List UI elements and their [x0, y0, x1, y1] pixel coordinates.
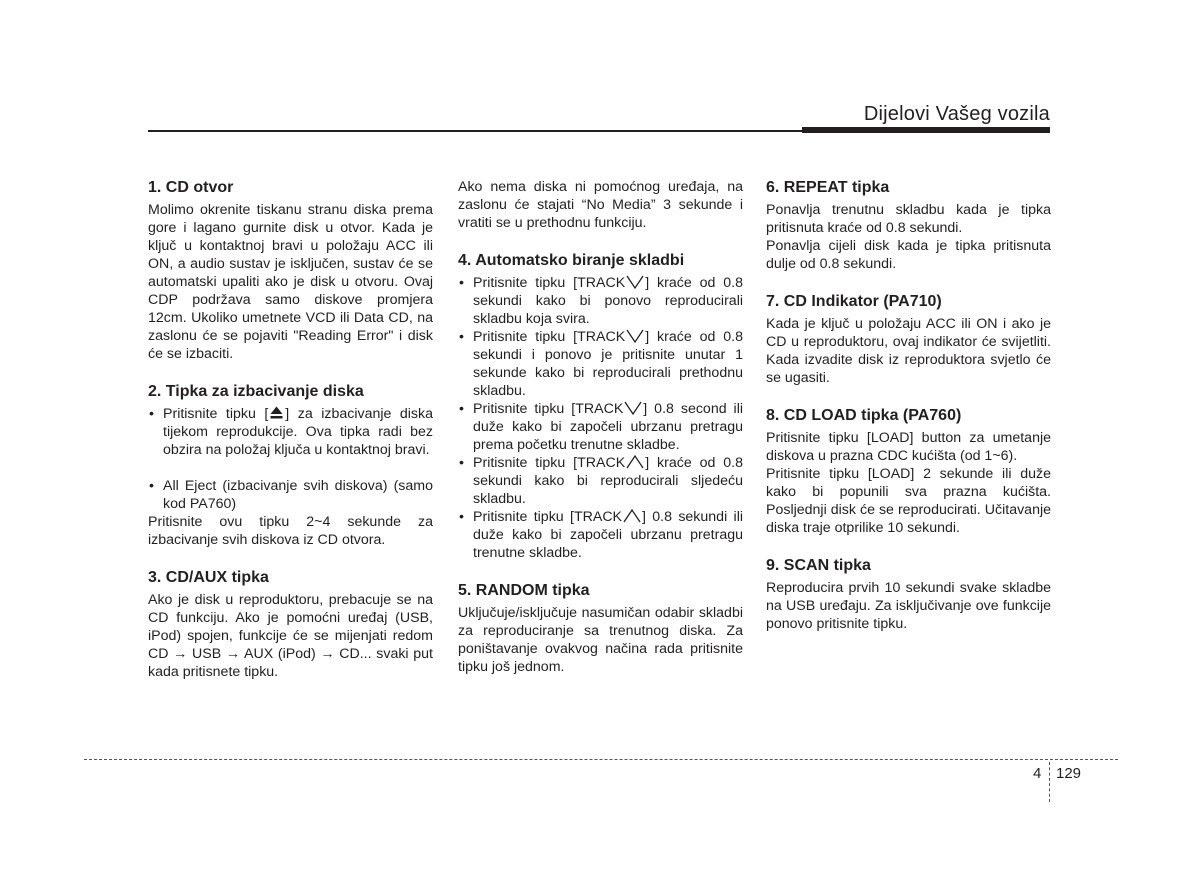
- bullet-text-post: ] kraće od 0.8 sekundi i ponovo je pritisnite unutar 1 sekunde kako bi reproducirali prethodnu skladbu.: [473, 329, 744, 399]
- bullet-track-5: [458, 508, 743, 562]
- section-title: 7. CD Indikator (PA710): [766, 293, 942, 310]
- section-random: [458, 581, 743, 676]
- section-cd-indikator: [766, 292, 1051, 387]
- section-repeat: [766, 178, 1051, 273]
- section-text: Molimo okrenite tiskanu stranu diska prema gore i lagano gurnite disk u otvor. Kada je ključ u kontaktnoj bravi u položaju ACC ili ON, a audio sustav je isključen, sustav će se automatski upaliti ako je disk u otvoru. Ovaj CDP podržava samo diskove promjera 12cm. Ukoliko umetnete VCD ili Data CD, na zaslonu će se pojaviti "Reading Error" i disk će se izbaciti.: [148, 202, 433, 362]
- bullet-track-4: [458, 454, 743, 508]
- chevron-down-icon: [626, 328, 644, 344]
- bullet-text-pre: Pritisnite tipku [TRACK: [473, 509, 623, 525]
- bullet-text-post: ] 0.8 sekundi ili duže kako bi započeli ubrzanu pretragu trenutne skladbe.: [473, 509, 743, 561]
- chapter-number: 4: [1033, 765, 1042, 782]
- bullet-text-pre: Pritisnite tipku [TRACK: [473, 401, 624, 417]
- bullet-text-post: ] 0.8 second ili duže kako bi započeli ubrzanu pretragu prema početku trenutne skladbe.: [473, 401, 744, 453]
- column-2: [458, 178, 743, 695]
- section-scan: [766, 556, 1051, 633]
- header-rule-accent: [802, 127, 1050, 133]
- chevron-up-icon: [623, 508, 641, 524]
- section-text: Pritisnite tipku [LOAD] button za umetanje diskova u prazna CDC kućišta (od 1~6).: [766, 430, 1051, 464]
- bullet-track-1: [458, 274, 743, 328]
- chevron-down-icon: [626, 274, 644, 290]
- bullet-text-post: ] kraće od 0.8 sekundi kako bi reproducirali sljedeću skladbu.: [473, 455, 744, 507]
- bullet-text-pre: Pritisnite tipku [TRACK: [473, 455, 626, 471]
- section-title: 4. Automatsko biranje skladbi: [458, 252, 685, 269]
- column-1: [148, 178, 433, 700]
- section-title: 1. CD otvor: [148, 179, 234, 196]
- column-3: [766, 178, 1051, 652]
- section-title: 9. SCAN tipka: [766, 557, 871, 574]
- section-eject: [148, 382, 433, 549]
- spacer: [148, 459, 433, 477]
- chevron-up-icon: [626, 454, 644, 470]
- bullet-text-post: ] za izbacivanje diska tijekom reprodukcije. Ova tipka radi bez obzira na položaj ključa u kontaktnoj bravi.: [163, 406, 433, 458]
- footer-separator: [1049, 762, 1050, 802]
- section-text: Reproducira prvih 10 sekundi svake skladbe na USB uređaju. Za isključivanje ove funkcije ponovo pritisnite tipku.: [766, 580, 1051, 632]
- section-cd-aux: [148, 568, 433, 681]
- section-track: [458, 251, 743, 562]
- section-text: Ako je disk u reproduktoru, prebacuje se na CD funkciju. Ako je pomoćni uređaj (USB, iPod) spojen, funkcije će se mijenjati redom CD → USB → AUX (iPod) → CD... svaki put kada pritisnete tipku.: [148, 592, 433, 680]
- section-text: Pritisnite tipku [LOAD] 2 sekunde ili duže kako bi popunili sva prazna kućišta. Posljednji disk će se reproducirati. Učitavanje diska traje otprilike 10 sekundi.: [766, 466, 1051, 536]
- footer-divider: [84, 759, 1118, 760]
- page-number: 129: [1056, 765, 1082, 782]
- bullet-text-pre: Pritisnite tipku [TRACK: [473, 329, 626, 345]
- bullet-track-2: [458, 328, 743, 400]
- eject-icon: [270, 406, 283, 419]
- section-title: 5. RANDOM tipka: [458, 582, 590, 599]
- section-no-media: [458, 178, 743, 232]
- bullet-track-3: [458, 400, 743, 454]
- section-cd-otvor: [148, 178, 433, 363]
- section-title: 8. CD LOAD tipka (PA760): [766, 407, 962, 424]
- section-title: 3. CD/AUX tipka: [148, 569, 269, 586]
- bullet-text-pre: Pritisnite tipku [TRACK: [473, 275, 626, 291]
- section-text: Uključuje/isključuje nasumičan odabir skladbi za reproduciranje sa trenutnog diska. Za poništavanje ovakvog načina rada pritisnite tipku još jednom.: [458, 605, 743, 675]
- page-header-title: Dijelovi Vašeg vozila: [863, 103, 1050, 125]
- section-cd-load: [766, 406, 1051, 537]
- bullet-all-eject: • All Eject (izbacivanje svih diskova) (samo kod PA760): [148, 477, 433, 513]
- section-title: 6. REPEAT tipka: [766, 179, 890, 196]
- intro-text: Ako nema diska ni pomoćnog uređaja, na zaslonu će stajati “No Media” 3 sekunde i vratiti se u prethodnu funkciju.: [458, 179, 743, 231]
- bullet-text-post: ] kraće od 0.8 sekundi kako bi ponovo reproducirali skladbu koja svira.: [473, 275, 744, 327]
- section-title: 2. Tipka za izbacivanje diska: [148, 383, 364, 400]
- section-text: Ponavlja trenutnu skladbu kada je tipka pritisnuta kraće od 0.8 sekundi.: [766, 202, 1051, 236]
- chevron-down-icon: [624, 400, 642, 416]
- section-text: Kada je ključ u položaju ACC ili ON i ako je CD u reproduktoru, ovaj indikator će svijetliti. Kada izvadite disk iz reproduktora svjetlo će se ugasiti.: [766, 316, 1051, 386]
- section-text: Pritisnite ovu tipku 2~4 sekunde za izbacivanje svih diskova iz CD otvora.: [148, 514, 433, 548]
- bullet-text-pre: Pritisnite tipku [: [163, 406, 269, 422]
- section-text: Ponavlja cijeli disk kada je tipka pritisnuta dulje od 0.8 sekundi.: [766, 238, 1051, 272]
- bullet-eject: [148, 405, 433, 459]
